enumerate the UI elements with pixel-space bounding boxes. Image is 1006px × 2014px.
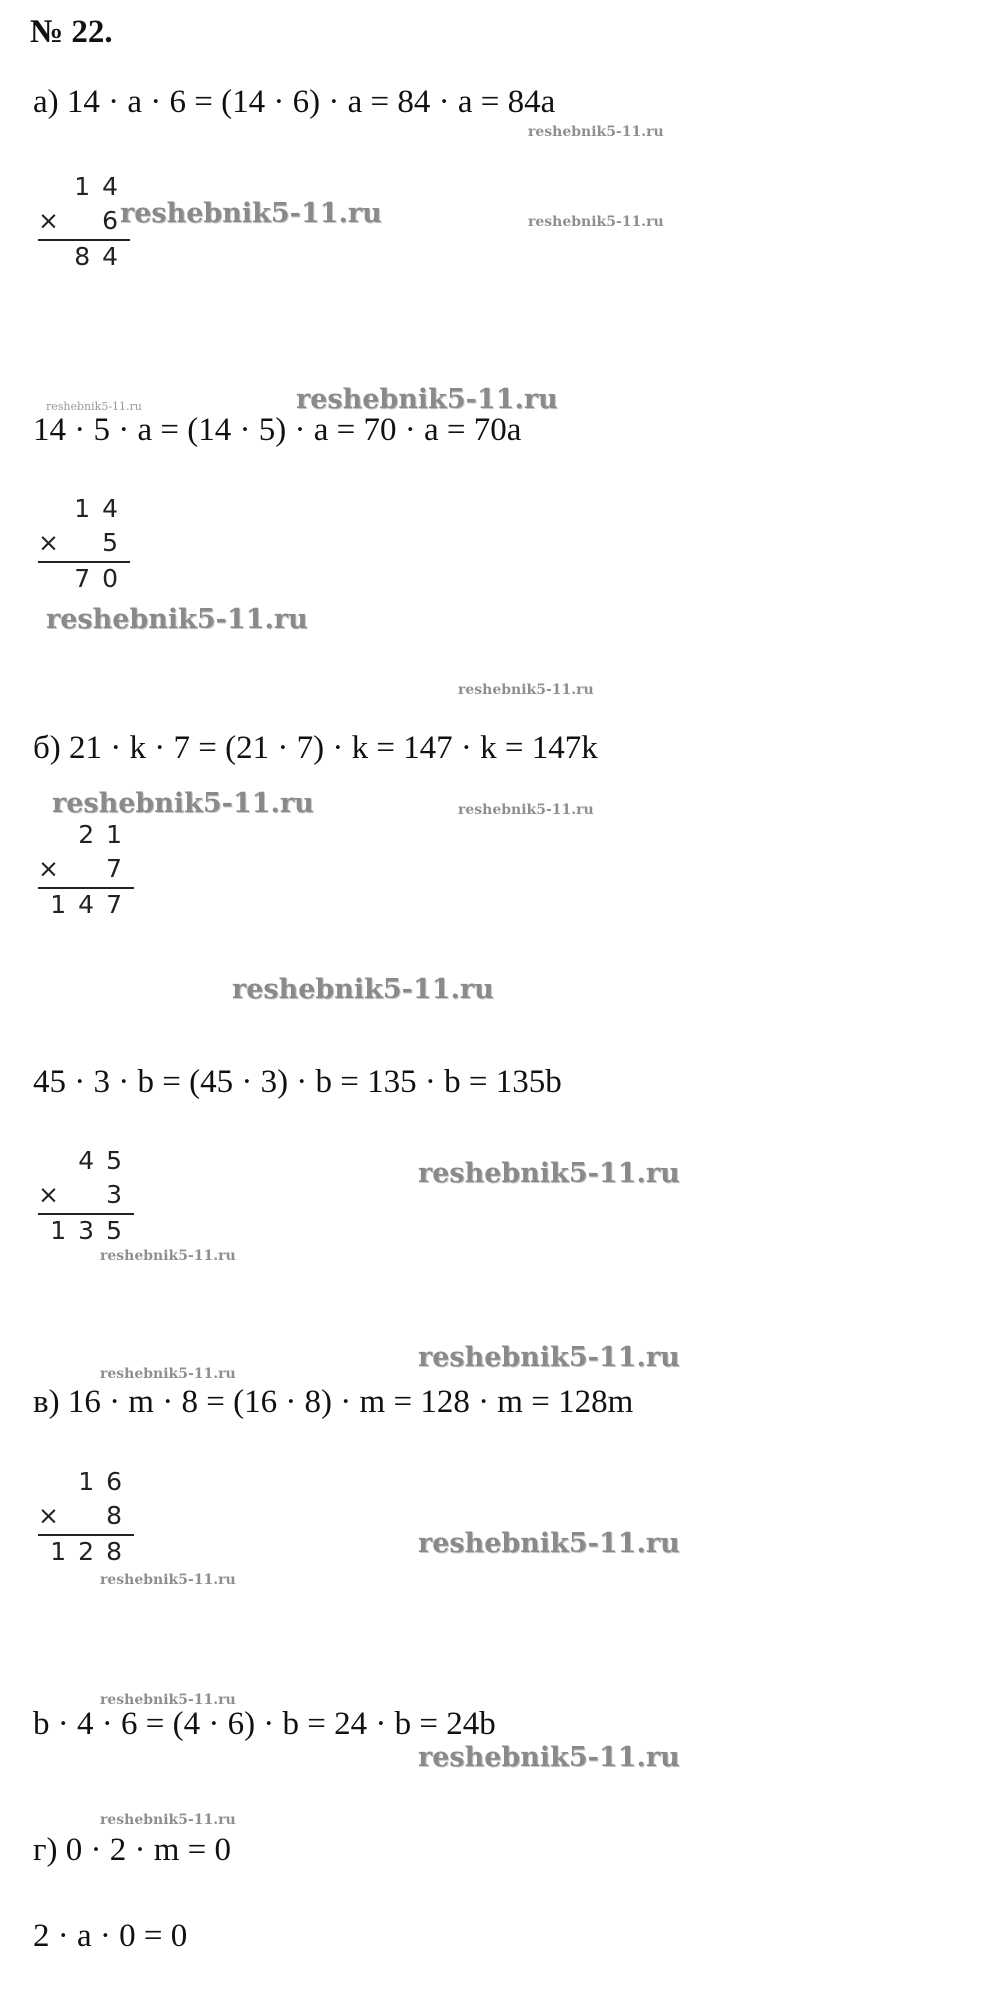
- mult-top: 14: [74, 494, 130, 523]
- watermark: reshebnik5-11.ru: [418, 1342, 680, 1373]
- equation-a1: а) 14 · a · 6 = (14 · 6) · a = 84 · a = 84a: [33, 84, 556, 120]
- mult-bar: [38, 887, 134, 889]
- watermark: reshebnik5-11.ru: [528, 214, 664, 230]
- mult-bottom: 3: [106, 1180, 134, 1209]
- watermark: reshebnik5-11.ru: [46, 604, 308, 635]
- mult-bar: [38, 1213, 134, 1215]
- mult-bottom: 8: [106, 1501, 134, 1530]
- mult-top: 14: [74, 172, 130, 201]
- watermark: reshebnik5-11.ru: [418, 1158, 680, 1189]
- watermark: reshebnik5-11.ru: [296, 384, 558, 415]
- mult-sign: ×: [38, 1501, 59, 1530]
- watermark: reshebnik5-11.ru: [100, 1248, 236, 1264]
- watermark: reshebnik5-11.ru: [418, 1528, 680, 1559]
- mult-top: 45: [78, 1146, 134, 1175]
- watermark: reshebnik5-11.ru: [100, 1692, 236, 1708]
- mult-result: 84: [74, 242, 130, 271]
- equation-v2: b · 4 · 6 = (4 · 6) · b = 24 · b = 24b: [33, 1706, 496, 1742]
- multiplication-45x3: [38, 1146, 134, 1246]
- multiplication-16x8: [38, 1467, 134, 1567]
- watermark: reshebnik5-11.ru: [458, 802, 594, 818]
- watermark: reshebnik5-11.ru: [232, 974, 494, 1005]
- mult-bar: [38, 239, 130, 241]
- watermark: reshebnik5-11.ru: [418, 1742, 680, 1773]
- mult-sign: ×: [38, 1180, 59, 1209]
- watermark: reshebnik5-11.ru: [52, 788, 314, 819]
- mult-result: 128: [50, 1537, 134, 1566]
- watermark: reshebnik5-11.ru: [458, 682, 594, 698]
- watermark: reshebnik5-11.ru: [120, 198, 382, 229]
- multiplication-14x6: [38, 172, 130, 272]
- equation-v1: в) 16 · m · 8 = (16 · 8) · m = 128 · m = 128m: [33, 1384, 634, 1420]
- mult-result: 135: [50, 1216, 134, 1245]
- multiplication-14x5: [38, 494, 130, 594]
- equation-a2: 14 · 5 · a = (14 · 5) · a = 70 · a = 70a: [33, 412, 522, 448]
- mult-bottom: 6: [102, 206, 130, 235]
- mult-top: 16: [78, 1467, 134, 1496]
- mult-sign: ×: [38, 206, 59, 235]
- watermark: reshebnik5-11.ru: [46, 400, 142, 413]
- watermark: reshebnik5-11.ru: [100, 1812, 236, 1828]
- multiplication-21x7: [38, 820, 134, 920]
- mult-result: 147: [50, 890, 134, 919]
- watermark: reshebnik5-11.ru: [100, 1572, 236, 1588]
- mult-sign: ×: [38, 528, 59, 557]
- watermark: reshebnik5-11.ru: [528, 124, 664, 140]
- watermark: reshebnik5-11.ru: [100, 1366, 236, 1382]
- mult-result: 70: [74, 564, 130, 593]
- problem-number: № 22.: [30, 14, 113, 50]
- mult-top: 21: [78, 820, 134, 849]
- equation-g2: 2 · a · 0 = 0: [33, 1918, 188, 1954]
- equation-b1: б) 21 · k · 7 = (21 · 7) · k = 147 · k = 147k: [33, 730, 598, 766]
- mult-bar: [38, 1534, 134, 1536]
- equation-g1: г) 0 · 2 · m = 0: [33, 1832, 232, 1868]
- equation-b2: 45 · 3 · b = (45 · 3) · b = 135 · b = 135b: [33, 1064, 562, 1100]
- mult-bar: [38, 561, 130, 563]
- mult-bottom: 5: [102, 528, 130, 557]
- mult-bottom: 7: [106, 854, 134, 883]
- mult-sign: ×: [38, 854, 59, 883]
